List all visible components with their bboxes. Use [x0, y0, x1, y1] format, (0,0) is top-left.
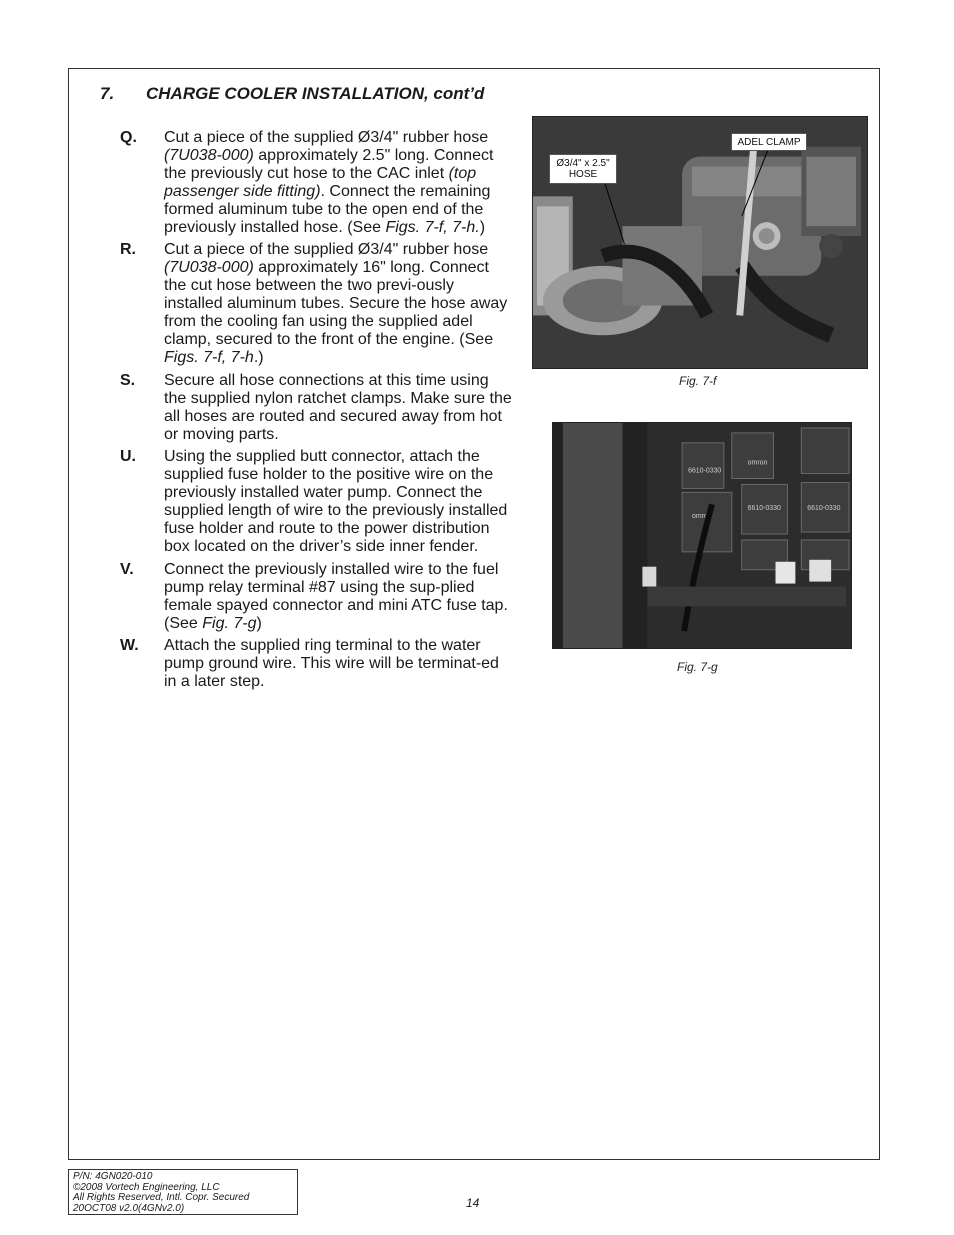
- page-number: 14: [466, 1196, 480, 1210]
- callout-hose: Ø3/4" x 2.5" HOSE: [549, 154, 617, 184]
- step-item: [120, 561, 512, 633]
- section-number: 7.: [100, 84, 115, 103]
- callout-adel-clamp: ADEL CLAMP: [731, 133, 807, 151]
- step-item: [120, 448, 512, 555]
- step-text: [164, 241, 512, 366]
- instruction-steps: [120, 129, 512, 696]
- step-item: [120, 241, 512, 366]
- relay-brand-2: omron: [747, 459, 768, 467]
- figure-7g-photo: [552, 422, 852, 649]
- step-text-run: Connect the previously installed wire to the fuel pump relay terminal #87 using the sup-plied female spayed connector and mini ATC fuse tap. (See: [164, 560, 508, 632]
- relay-box-illustration: [553, 423, 851, 648]
- step-text-italic: (7U038-000): [164, 146, 254, 164]
- relay-label-3: 6610-0330: [807, 505, 841, 513]
- step-letter: V.: [120, 560, 134, 578]
- step-text: [164, 448, 512, 555]
- step-text-italic: Figs. 7-f, 7-h.: [385, 218, 480, 236]
- step-text-run: Secure all hose connections at this time using the supplied nylon ratchet clamps. Make sure the all hoses are routed and secured away from hot or moving parts.: [164, 371, 512, 443]
- section-title-text: CHARGE COOLER INSTALLATION, cont’d: [146, 84, 485, 103]
- step-text-italic: (top passenger side fitting): [164, 164, 477, 200]
- relay-label-1: 6610-0330: [688, 467, 722, 475]
- step-text: [164, 637, 512, 691]
- step-text-run: approximately 2.5" long. Connect the previously cut hose to the CAC inlet: [164, 146, 494, 182]
- step-text-italic: Fig. 7-g: [202, 614, 257, 632]
- step-text-run: . Connect the remaining formed aluminum tube to the open end of the previously installed hose. (See: [164, 182, 491, 236]
- step-text-run: ): [256, 614, 262, 632]
- step-letter: W.: [120, 637, 139, 655]
- step-text: [164, 561, 512, 633]
- step-letter: U.: [120, 448, 136, 466]
- section-title: [100, 84, 484, 104]
- step-text-italic: Figs. 7-f, 7-h: [164, 348, 254, 366]
- step-text-italic: (7U038-000): [164, 259, 254, 277]
- relay-label-2: 6610-0330: [747, 505, 781, 513]
- step-text: [164, 372, 512, 444]
- step-letter: S.: [120, 371, 136, 389]
- step-text-run: Using the supplied butt connector, attach the supplied fuse holder to the positive wire on the previously installed water pump. Connect the supplied length of wire to the previously installed fuse holder and route to the power distribution box located on the driver’s side inner fender.: [164, 448, 508, 555]
- figure-7f-photo: [532, 116, 868, 369]
- step-text-run: ): [479, 218, 486, 236]
- footer-part-number: P/N: 4GN020-010: [73, 1171, 153, 1182]
- figure-7g-caption: Fig. 7-g: [677, 660, 718, 674]
- step-text-run: Cut a piece of the supplied Ø3/4" rubber hose: [164, 129, 489, 146]
- step-text-run: Attach the supplied ring terminal to the water pump ground wire. This wire will be terminat-ed in a later step.: [164, 637, 499, 691]
- step-item: [120, 372, 512, 444]
- relay-brand-1: omron: [692, 513, 712, 521]
- step-letter: Q.: [120, 129, 137, 146]
- step-text-run: approximately 16" long. Connect the cut hose between the two previ-ously installed aluminum tubes. Secure the hose away from the cooling fan using the supplied adel clamp, secured to the front of the engine. (See: [164, 259, 508, 348]
- figure-7f-caption: Fig. 7-f: [679, 374, 717, 388]
- step-item: [120, 637, 512, 691]
- step-text-run: .): [253, 348, 264, 366]
- step-text-run: Cut a piece of the supplied Ø3/4" rubber hose: [164, 241, 489, 259]
- footer-info-box: [68, 1169, 298, 1215]
- footer-version: 20OCT08 v2.0(4GNv2.0): [73, 1202, 185, 1214]
- step-text: [164, 129, 512, 236]
- footer-copyright: ©2008 Vortech Engineering, LLC: [73, 1181, 220, 1193]
- footer-rights: All Rights Reserved, Intl. Copr. Secured: [73, 1192, 250, 1203]
- step-letter: R.: [120, 241, 136, 259]
- step-item: [120, 129, 512, 236]
